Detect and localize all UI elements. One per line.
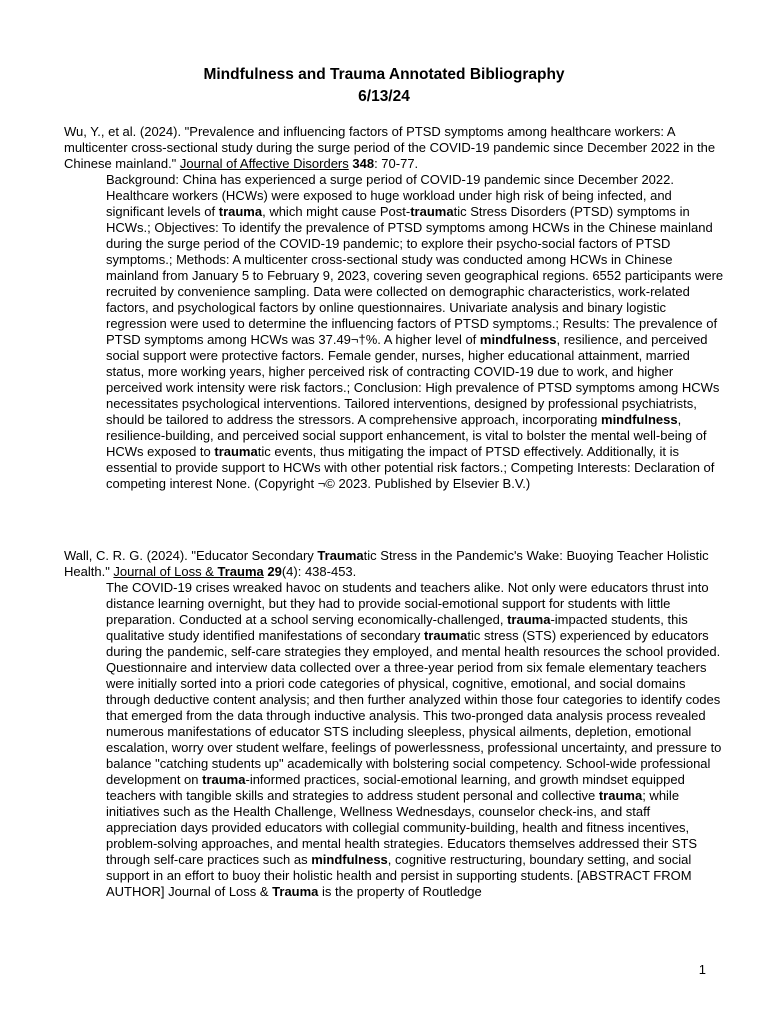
citation — [64, 124, 724, 172]
text-run: tic Stress in the Pandemic's Wake: Buoying Teacher Holistic Health." — [64, 548, 709, 579]
journal-name: Journal of Loss & — [113, 564, 218, 579]
keyword-highlight: trauma — [214, 444, 258, 459]
citation — [64, 548, 724, 580]
text-run: Background: China has experienced a surge period of COVID-19 pandemic since December 2022. Healthcare workers (HCWs) were exposed to huge workload under high risk of being infected, and significant levels of — [106, 172, 674, 219]
text-run: -informed practices, social-emotional learning, and growth mindset equipped teachers with tangible skills and strategies to address student personal and collective — [106, 772, 685, 803]
text-run: , which might cause Post- — [262, 204, 411, 219]
keyword-highlight: trauma — [423, 628, 468, 643]
keyword-highlight: trauma — [218, 204, 263, 219]
keyword-highlight: Trauma — [317, 548, 364, 563]
text-run: ; while initiatives such as the Health Challenge, Wellness Wednesdays, counselor check-ins, and staff appreciation days provided educators with collegial community-building, health and fitness incentives, problem-solving approaches, and mental health strategies. Educators themselves addressed their STS through self-care practices such as — [106, 788, 698, 867]
keyword-highlight: 348 — [352, 156, 375, 171]
keyword-highlight: Trauma — [217, 564, 264, 579]
journal-name: Journal of Affective Disorders — [179, 156, 349, 171]
text-run: : 70-77. — [374, 156, 419, 171]
document-date: 6/13/24 — [358, 88, 410, 105]
bibliography-entry — [64, 548, 724, 900]
text-run: tic stress (STS) experienced by educators during the pandemic, self-care strategies they employed, and mental health resources the school provided. Questionnaire and interview data collected over a three-year period from six female elementary teachers were initially sorted into a priori code categories of physical, cognitive, emotional, and social domains through deductive content analysis; and then further analyzed within those four categories to identify codes that emerged from the data through inductive analysis. This two-pronged data analysis process revealed numerous manifestations of educator STS including sleepless, physical ailments, depletion, emotional escalation, worry over student welfare, feelings of powerlessness, professional uncertainty, and pressure to balance "catching students up" academically with bolstering social competency. School-wide professional development on — [106, 628, 722, 787]
abstract — [106, 580, 724, 900]
text-run: is the property of Routledge — [318, 884, 482, 899]
abstract — [106, 172, 724, 492]
document-title: Mindfulness and Trauma Annotated Bibliography — [203, 66, 565, 83]
text-run: tic events, thus mitigating the impact of PTSD effectively. Additionally, it is essential to provide support to HCWs with other potential risk factors.; Competing Interests: Declaration of competing interest None. (Copyright ¬© 2023. Published by Elsevier B.V.) — [106, 444, 715, 491]
text-run: (4): 438-453. — [281, 564, 357, 579]
text-run: Wall, C. R. G. (2024). "Educator Secondary — [64, 548, 318, 563]
keyword-highlight: 29 — [267, 564, 282, 579]
text-run: -impacted students, this qualitative study identified manifestations of secondary — [106, 612, 688, 643]
text-run: The COVID-19 crises wreaked havoc on students and teachers alike. Not only were educators thrust into distance learning overnight, but they had to provide social-emotional support for students with little preparation. Conducted at a school serving economically-challenged, — [106, 580, 709, 627]
keyword-highlight: trauma — [507, 612, 551, 627]
bibliography-entry — [64, 124, 724, 492]
keyword-highlight: trauma — [410, 204, 454, 219]
text-run: , resilience-building, and perceived social support enhancement, is vital to bolster the mental well-being of HCWs exposed to — [106, 412, 707, 459]
keyword-highlight: trauma — [202, 772, 246, 787]
keyword-highlight: trauma — [598, 788, 643, 803]
keyword-highlight: mindfulness — [479, 332, 557, 347]
text-run: , resilience, and perceived social support were protective factors. Female gender, nurses, higher educational attainment, married status, more working years, higher perceived risk of contracting COVID-19 due to work, and higher perceived work intensity were risk factors.; Conclusion: High prevalence of PTSD symptoms among HCWs necessitates psychological interventions. Tailored interventions, designed by professional psychiatrists, should be tailored to address the stressors. A comprehensive approach, incorporating — [106, 332, 720, 427]
keyword-highlight: mindfulness — [601, 412, 678, 427]
page-number: 1 — [698, 962, 706, 977]
text-run: , cognitive restructuring, boundary setting, and social support in an effort to buoy their holistic health and persist in supporting students. [ABSTRACT FROM AUTHOR] Journal of Loss & — [106, 852, 692, 899]
text-run: tic Stress Disorders (PTSD) symptoms in HCWs.; Objectives: To identify the prevalence of PTSD symptoms among HCWs in the Chinese mainland during the surge period of the COVID-19 pandemic; to explore their psycho-social factors of PTSD symptoms.; Methods: A multicenter cross-sectional study was conducted among HCWs in Chinese mainland from January 5 to February 9, 2023, covering seven geographical regions. 6552 participants were recruited by convenience sampling. Data were collected on demographic characteristics, work-related factors, and psychological factors by online questionnaires. Univariate analysis and binary logistic regression were used to determine the influencing factors of PTSD symptoms.; Results: The prevalence of PTSD symptoms among HCWs was 37.49¬†%. A higher level of — [106, 204, 724, 347]
text-run: Wu, Y., et al. (2024). "Prevalence and influencing factors of PTSD symptoms among healthcare workers: A multicenter cross-sectional study during the surge period of the COVID-19 pandemic since December 2022 in the Chinese mainland." — [64, 124, 716, 171]
keyword-highlight: Trauma — [272, 884, 319, 899]
keyword-highlight: mindfulness — [311, 852, 388, 867]
